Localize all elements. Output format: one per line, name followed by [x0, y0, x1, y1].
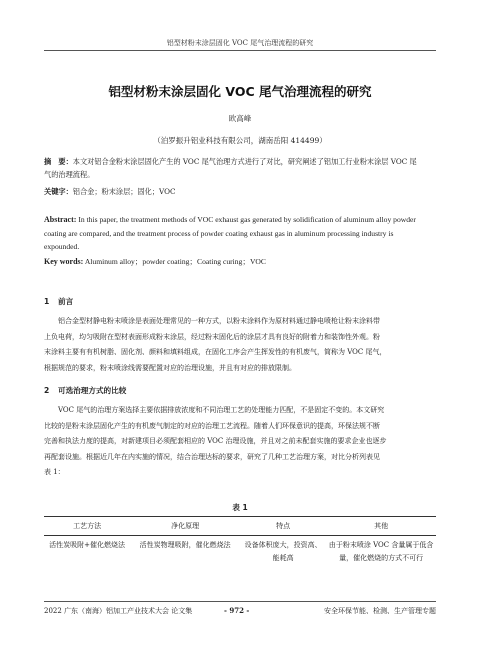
abstract-en-line2: coating are compared, and the treatment process of powder coating exhaust gas in aluminum processing industry is [44, 228, 394, 238]
abstract-en [44, 213, 436, 254]
keywords-en-label: Key words: [44, 257, 84, 266]
table-cell: 由于粉末喷涂 VOC 含量属于低含量，催化燃烧的方式不可行 [328, 541, 434, 562]
section-1-heading [44, 296, 73, 307]
abstract-en-line1: In this paper, the treatment methods of VOC exhaust gas generated by solidification of aluminum alloy powder [78, 215, 416, 224]
section-1-number: 1 [44, 297, 50, 306]
footer-rule [44, 601, 436, 602]
paper-title: 铝型材粉末涂层固化 VOC 尾气治理流程的研究 [108, 84, 372, 99]
table-row [44, 536, 436, 569]
table-header-cell: 工艺方法 [44, 517, 130, 536]
section-2-line: 完善和执法力度的提高，对新建项目必须配套相应的 VOC 治理设施，并且对之前未配套实施的要求企业也逐步 [44, 437, 387, 445]
section-1-line: 上负电荷，均匀吸附在型材表面形成粉末涂层，经过粉末固化后的涂层才具有良好的附着力和装饰性外观。粉 [44, 332, 380, 341]
section-1-body [44, 314, 436, 376]
footer-proceedings: 2022 广东（南海）铝加工产业技术大会 论文集 [44, 607, 193, 615]
abstract-cn [44, 155, 436, 181]
abstract-en-line3: expounded. [44, 242, 80, 251]
section-2-body [44, 403, 436, 481]
keywords-cn-label: 关键字： [44, 187, 73, 196]
table-header-row [44, 517, 436, 536]
table-cell: 设备体积庞大，投资高、能耗高 [244, 541, 322, 562]
keywords-cn [44, 185, 436, 198]
table-cell: 活性炭物理吸附，催化燃烧法 [139, 541, 231, 549]
table-header-cell: 特点 [240, 517, 326, 536]
abstract-cn-line1: 本文对铝合金粉末涂层固化产生的 VOC 尾气治理方式进行了对比，研究阐述了铝加工行业粉末涂层 VOC 尾 [72, 157, 417, 166]
keywords-en-text: Aluminum alloy；powder coating；Coating curing；VOC [84, 257, 266, 266]
abstract-cn-line2: 气的治理流程。 [44, 170, 95, 179]
section-2-line: 比较的是粉末涂层固化产生的有机废气制定的对应的治理工艺流程。随着人们环保意识的提高，环保法规不断 [44, 421, 380, 430]
abstract-cn-label: 摘 要： [44, 157, 73, 166]
keywords-en [44, 255, 436, 269]
comparison-table [44, 516, 436, 568]
section-1-line: 末涂料主要有有机树脂、固化剂、颜料和填料组成，在固化工序会产生挥发性的有机废气，简称为 VOC 尾气， [44, 348, 387, 356]
section-2-title: 可选治理方式的比较 [58, 386, 127, 395]
section-2-heading [44, 385, 126, 396]
section-2-number: 2 [44, 386, 50, 395]
section-1-line: 铝合金型材静电粉末喷涂是表面处理常见的一种方式，以粉末涂料作为原材料通过静电喷枪让粉末涂料带 [44, 317, 380, 325]
footer-topic: 安全环保节能、检测、生产管理专题 [324, 607, 436, 615]
table-caption: 表 1 [232, 503, 248, 512]
section-1-title: 前言 [58, 297, 74, 306]
section-2-line: 再配套设施。根据近几年在内实施的情况，结合治理达标的要求，研究了几种工艺治理方案，对比分析列表见 [44, 452, 380, 461]
section-2-line: VOC 尾气的治理方案选择主要依据排放浓度和不同治理工艺的处理能力匹配，不是固定不变的。本文研究 [44, 406, 385, 414]
section-2-line: 表 1： [44, 468, 65, 476]
section-1-line: 根据规范的要求，粉末喷涂线需要配置对应的治理设施，并且有对应的排放限制。 [44, 363, 296, 372]
running-head: 铝型材粉末涂层固化 VOC 尾气治理流程的研究 [166, 39, 314, 47]
abstract-en-label: Abstract: [44, 215, 77, 224]
header-rule [44, 50, 436, 51]
table-header-cell: 其他 [326, 517, 436, 536]
affiliation: （泊罗振升铝业科技有限公司，湖南岳阳 414499） [153, 136, 327, 145]
table-cell: 活性炭吸附+催化燃烧法 [49, 541, 126, 549]
author: 欧高峰 [228, 114, 252, 123]
keywords-cn-text: 铝合金；粉末涂层；固化；VOC [72, 187, 176, 196]
table-header-cell: 净化原理 [130, 517, 240, 536]
page-number: - 972 - [224, 606, 250, 615]
